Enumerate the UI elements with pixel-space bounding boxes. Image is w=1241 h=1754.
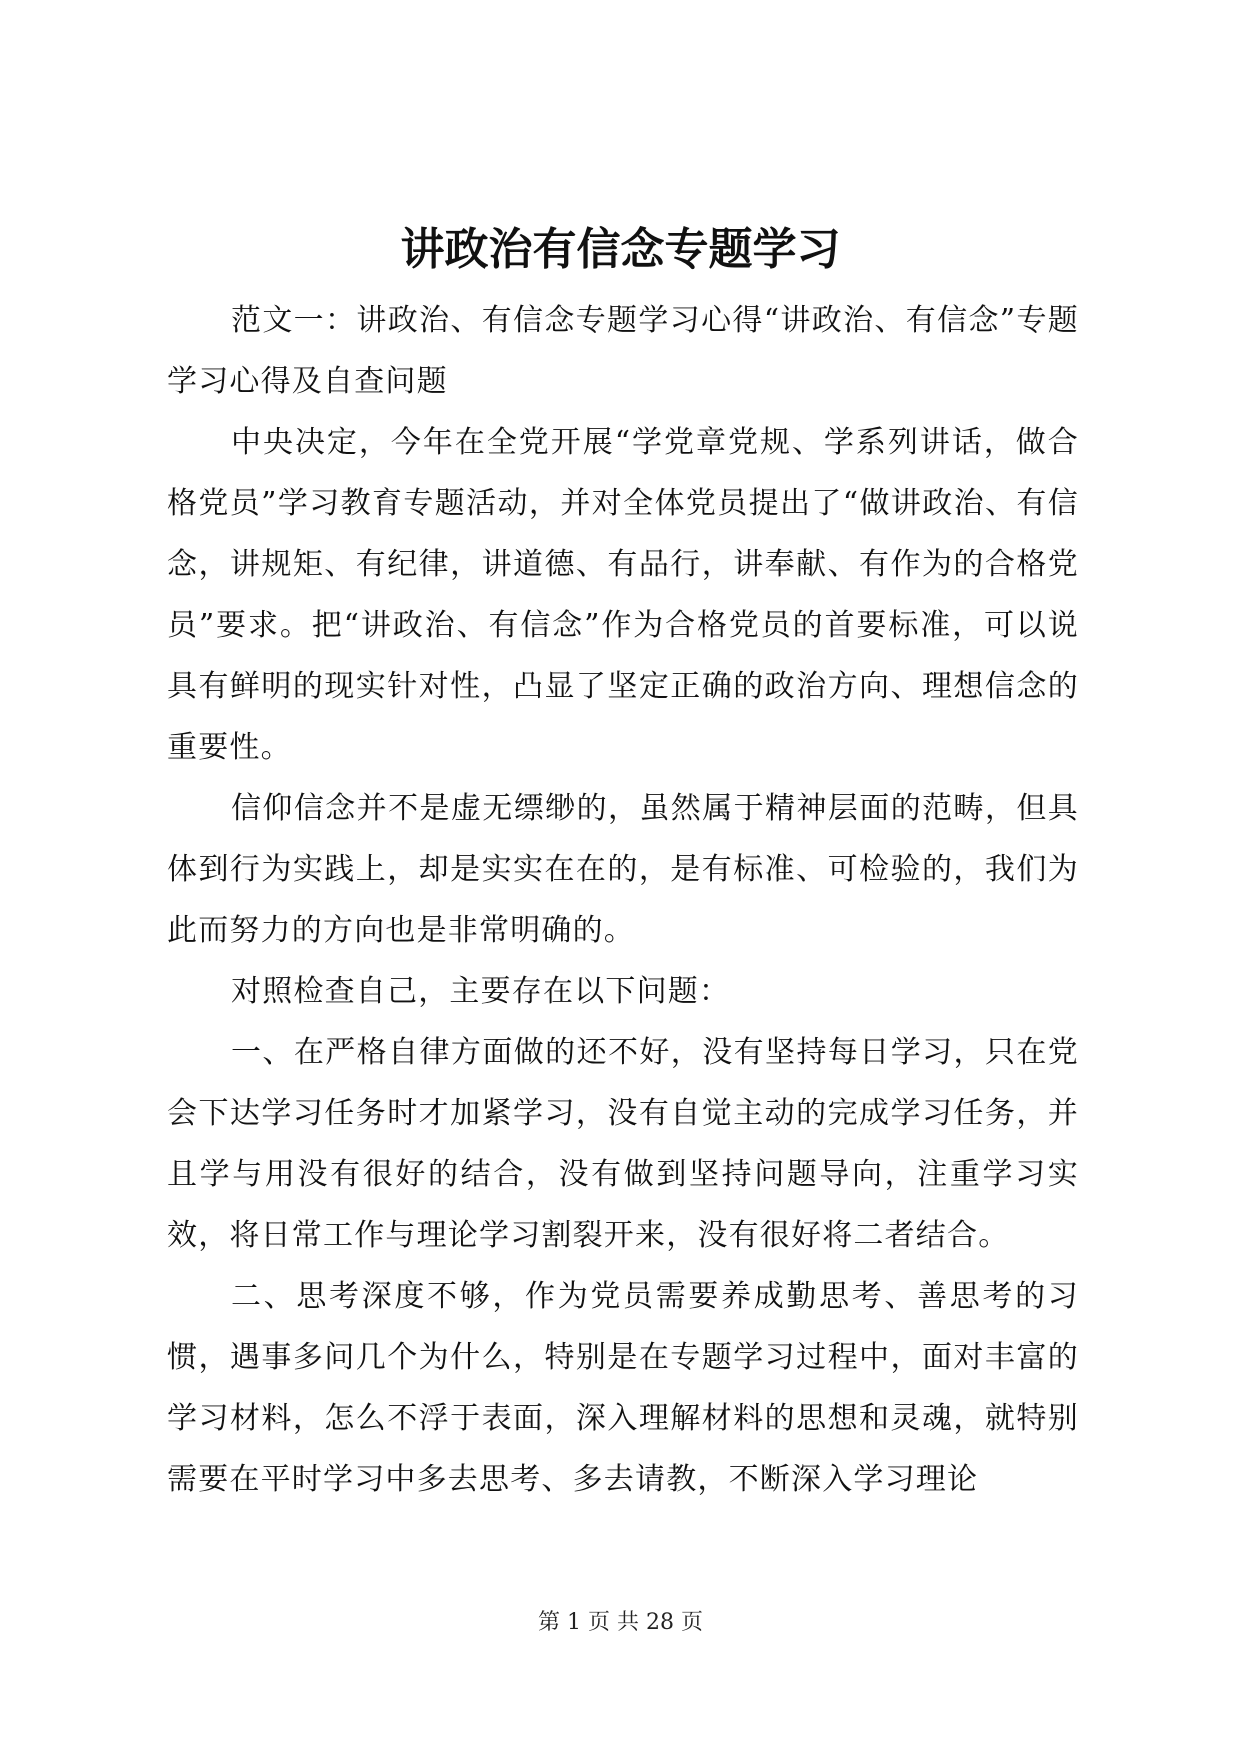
paragraph-3: 信仰信念并不是虚无缥缈的，虽然属于精神层面的范畴，但具体到行为实践上，却是实实在在的，是有标准、可检验的，我们为此而努力的方向也是非常明确的。 bbox=[167, 791, 1079, 948]
paragraph-2: 中央决定，今年在全党开展“学党章党规、学系列讲话，做合格党员”学习教育专题活动，并对全体党员提出了“做讲政治、有信念，讲规矩、有纪律，讲道德、有品行，讲奉献、有作为的合格党员”要求。把“讲政治、有信念”作为合格党员的首要标准，可以说具有鲜明的现实针对性，凸显了坚定正确的政治方向、理想信念的重要性。 bbox=[167, 425, 1079, 765]
paragraph-4: 对照检查自己，主要存在以下问题： bbox=[231, 974, 731, 1009]
document-title: 讲政治有信念专题学习 bbox=[400, 224, 841, 275]
paragraph-6: 二、思考深度不够，作为党员需要养成勤思考、善思考的习惯，遇事多问几个为什么，特别是在专题学习过程中，面对丰富的学习材料，怎么不浮于表面，深入理解材料的思想和灵魂，就特别需要在平时学习中多去思考、多去请教，不断深入学习理论 bbox=[167, 1279, 1079, 1497]
page-indicator: 第 1 页 共 28 页 bbox=[538, 1610, 703, 1635]
paragraph-1: 范文一：讲政治、有信念专题学习心得“讲政治、有信念”专题学习心得及自查问题 bbox=[167, 303, 1079, 399]
document-body bbox=[167, 290, 1079, 1510]
paragraph-5: 一、在严格自律方面做的还不好，没有坚持每日学习，只在党会下达学习任务时才加紧学习，没有自觉主动的完成学习任务，并且学与用没有很好的结合，没有做到坚持问题导向，注重学习实效，将日常工作与理论学习割裂开来，没有很好将二者结合。 bbox=[167, 1035, 1079, 1253]
